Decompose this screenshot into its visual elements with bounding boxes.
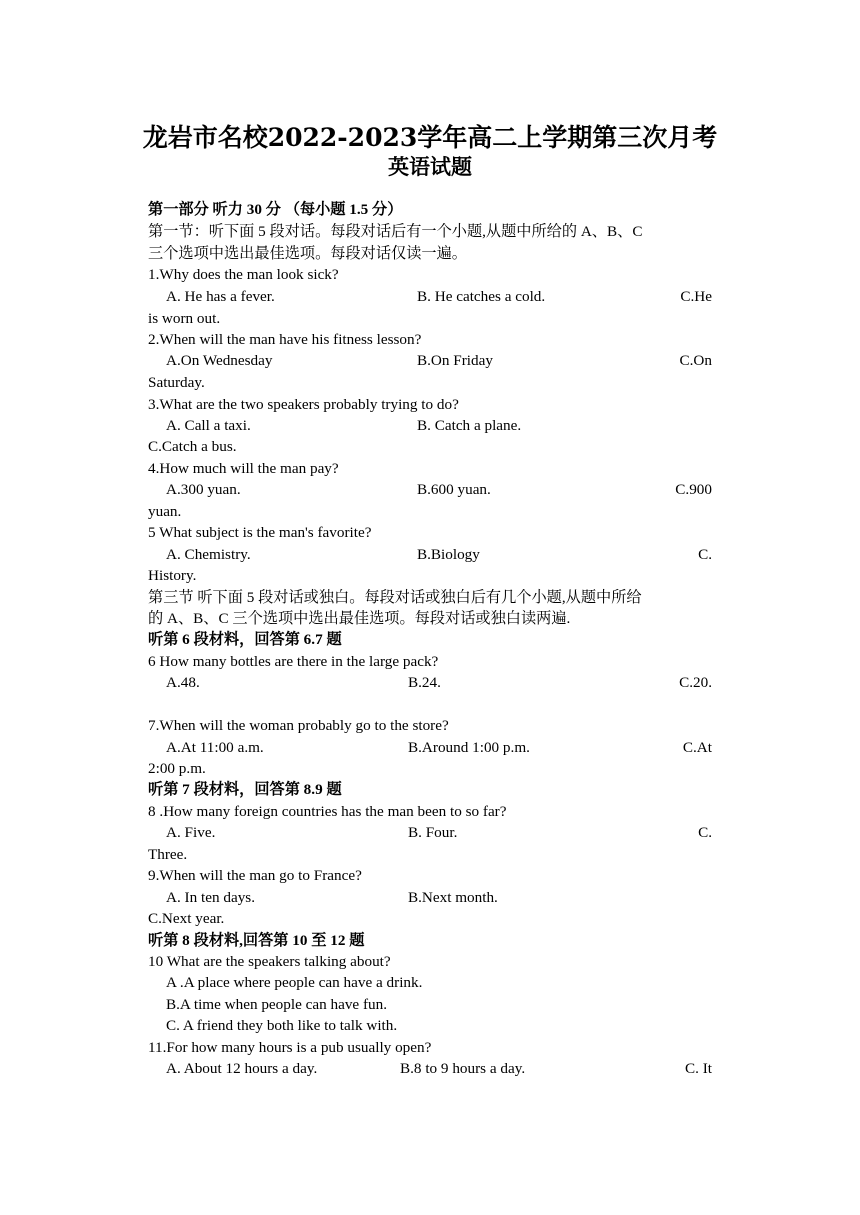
q3-option-a: A. Call a taxi. xyxy=(166,417,251,434)
q7-option-b: B.Around 1:00 p.m. xyxy=(408,739,530,756)
q2-option-a: A.On Wednesday xyxy=(166,352,273,369)
q7-option-c: C.At xyxy=(682,739,712,756)
q1-option-a: A. He has a fever. xyxy=(166,288,275,305)
material-7-heading: 听第 7 段材料，回答第 8.9 题 xyxy=(148,781,342,798)
question-8: 8 .How many foreign countries has the man been to so far? xyxy=(148,803,507,820)
question-11: 11.For how many hours is a pub usually open? xyxy=(148,1039,432,1056)
question-6: 6 How many bottles are there in the large pack? xyxy=(148,653,439,670)
q2-option-c: C.On xyxy=(679,352,712,369)
part1-heading: 第一部分 听力 30 分 （每小题 1.5 分） xyxy=(148,201,403,218)
q3-option-b: B. Catch a plane. xyxy=(417,417,522,434)
q6-option-c: C.20. xyxy=(679,674,712,691)
q11-option-b: B.8 to 9 hours a day. xyxy=(400,1060,526,1077)
page-subtitle: 英语试题 xyxy=(388,154,472,179)
q4-option-a: A.300 yuan. xyxy=(166,481,241,498)
section1-intro-line1: 第一节：听下面 5 段对话。每段对话后有一个小题,从题中所给的 A、B、C xyxy=(148,223,643,240)
material-8-heading: 听第 8 段材料,回答第 10 至 12 题 xyxy=(148,932,365,949)
q4-option-c-wrap: yuan. xyxy=(148,503,182,520)
question-1: 1.Why does the man look sick? xyxy=(148,266,339,283)
question-3: 3.What are the two speakers probably trying to do? xyxy=(148,396,459,413)
q6-option-b: B.24. xyxy=(408,674,441,691)
q5-option-b: B.Biology xyxy=(417,546,480,563)
q7-option-a: A.At 11:00 a.m. xyxy=(166,739,264,756)
question-10: 10 What are the speakers talking about? xyxy=(148,953,391,970)
q9-option-b: B.Next month. xyxy=(408,889,498,906)
section1-intro-line2: 三个选项中选出最佳选项。每段对话仅读一遍。 xyxy=(148,245,467,262)
q8-option-c: C. xyxy=(698,824,712,841)
q7-option-c-wrap: 2:00 p.m. xyxy=(148,760,206,777)
question-9: 9.When will the man go to France? xyxy=(148,867,362,884)
question-2: 2.When will the man have his fitness lesson? xyxy=(148,331,422,348)
q6-option-a: A.48. xyxy=(166,674,200,691)
material-6-heading: 听第 6 段材料，回答第 6.7 题 xyxy=(148,631,342,648)
q5-option-c: C. xyxy=(698,546,712,563)
q11-option-c: C. It xyxy=(684,1060,712,1077)
question-5: 5 What subject is the man's favorite? xyxy=(148,524,372,541)
q4-option-b: B.600 yuan. xyxy=(417,481,491,498)
q10-option-a: A .A place where people can have a drink. xyxy=(166,974,423,991)
question-7: 7.When will the woman probably go to the store? xyxy=(148,717,449,734)
q5-option-a: A. Chemistry. xyxy=(166,546,251,563)
q9-option-a: A. In ten days. xyxy=(166,889,255,906)
q3-option-c: C.Catch a bus. xyxy=(148,438,237,455)
page-title: 龙岩市名校2022-2023学年高二上学期第三次月考 xyxy=(142,123,718,152)
q11-option-a: A. About 12 hours a day. xyxy=(166,1060,318,1077)
q5-option-c-wrap: History. xyxy=(148,567,197,584)
q10-option-c: C. A friend they both like to talk with. xyxy=(166,1017,398,1034)
q1-option-c: C.He xyxy=(680,288,712,305)
q1-option-c-wrap: is worn out. xyxy=(148,310,221,327)
section3-intro-line1: 第三节 听下面 5 段对话或独白。每段对话或独白后有几个小题,从题中所给 xyxy=(148,589,642,606)
q2-option-c-wrap: Saturday. xyxy=(148,374,205,391)
q1-option-b: B. He catches a cold. xyxy=(417,288,546,305)
q2-option-b: B.On Friday xyxy=(417,352,493,369)
q8-option-b: B. Four. xyxy=(408,824,458,841)
q4-option-c: C.900 xyxy=(675,481,712,498)
section3-intro-line2: 的 A、B、C 三个选项中选出最佳选项。每段对话或独白读两遍. xyxy=(148,610,571,627)
q8-option-c-wrap: Three. xyxy=(148,846,188,863)
question-4: 4.How much will the man pay? xyxy=(148,460,339,477)
q8-option-a: A. Five. xyxy=(166,824,216,841)
q10-option-b: B.A time when people can have fun. xyxy=(166,996,387,1013)
q9-option-c: C.Next year. xyxy=(148,910,225,927)
